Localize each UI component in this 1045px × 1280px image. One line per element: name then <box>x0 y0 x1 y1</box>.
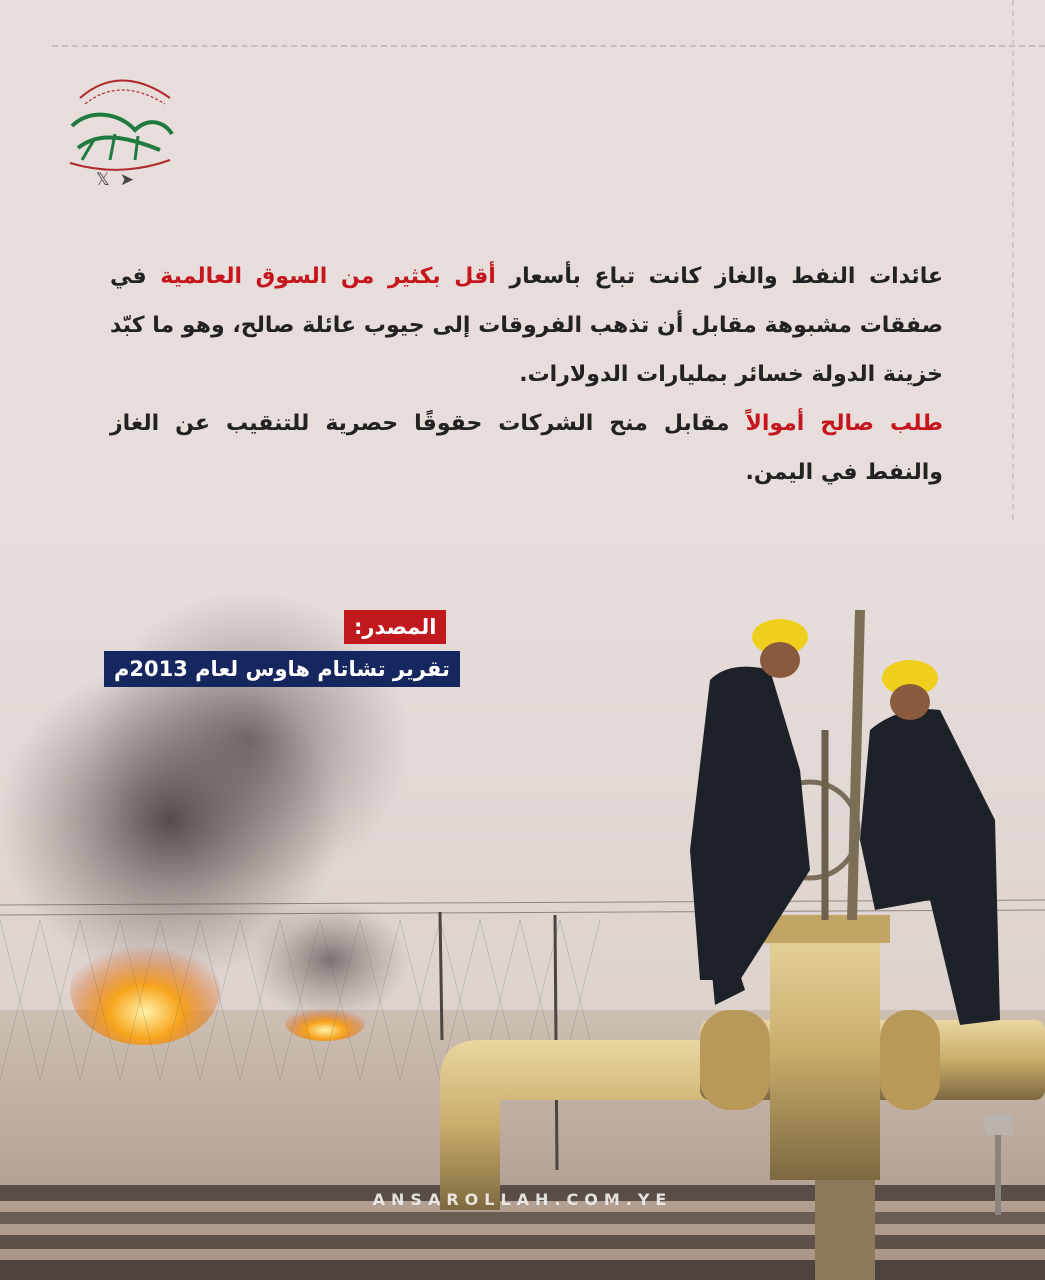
social-links <box>96 172 134 189</box>
paragraph-1 <box>110 252 943 399</box>
p2-highlight: طلب صالح أموالاً <box>745 411 943 436</box>
dashed-divider <box>52 45 1045 47</box>
oil-field-photo <box>0 520 1045 1280</box>
paragraph-2 <box>110 399 943 497</box>
source-value: تقرير تشاتام هاوس لعام 2013م <box>104 651 460 687</box>
site-watermark: ANSAROLLAH.COM.YE <box>372 1190 673 1209</box>
p1-text: عائدات النفط والغاز كانت تباع بأسعار <box>495 264 943 289</box>
p1-text-cont: في صفقات مشبوهة مقابل أن تذهب الفروقات إلى جيوب عائلة صالح، وهو ما كبّد خزينة الدولة خسائر بمليارات الدولارات. <box>110 264 943 387</box>
telegram-icon[interactable]: ➤ <box>119 170 134 190</box>
source-label: المصدر: <box>344 610 446 644</box>
p2-text: مقابل منح الشركات حقوقًا حصرية للتنقيب عن الغاز والنفط في اليمن. <box>110 411 943 485</box>
x-icon[interactable]: 𝕏 <box>96 170 110 190</box>
p1-highlight: أقل بكثير من السوق العالمية <box>160 264 496 289</box>
article-text <box>110 252 943 497</box>
dashed-frame-edge <box>1012 0 1014 560</box>
